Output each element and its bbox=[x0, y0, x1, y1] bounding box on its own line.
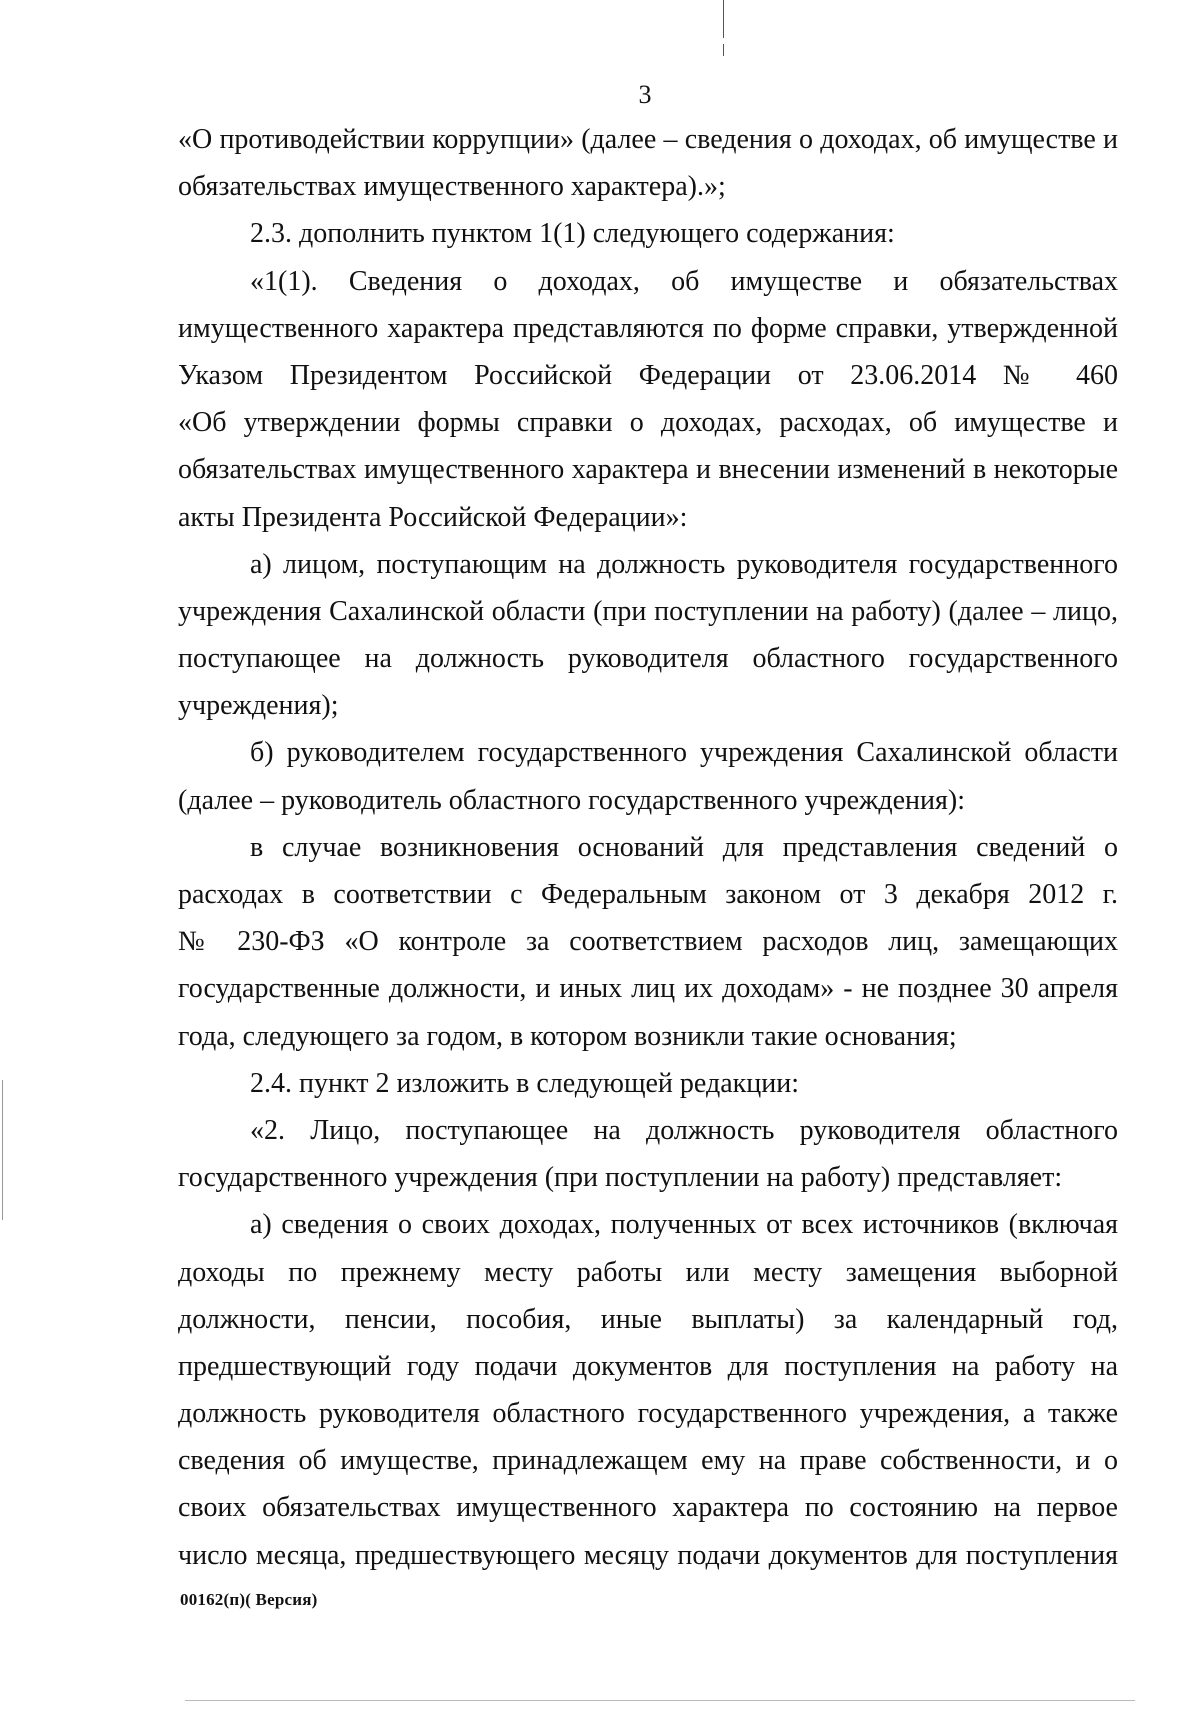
text-line: 2.3. дополнить пунктом 1(1) следующего содержания: bbox=[250, 218, 895, 250]
text-line: № 230-ФЗ «О контроле за соответствием расходов лиц, замещающих bbox=[178, 926, 1118, 958]
page-number: 3 bbox=[638, 80, 652, 109]
scan-artifact-line bbox=[723, 0, 724, 38]
document-footer-code: 00162(п)( Версия) bbox=[180, 1590, 318, 1609]
text-line: обязательствах имущественного характера).»; bbox=[178, 171, 726, 203]
text-line: своих обязательствах имущественного характера по состоянию на первое bbox=[178, 1492, 1118, 1524]
text-line: расходах в соответствии с Федеральным законом от 3 декабря 2012 г. bbox=[178, 879, 1118, 910]
scan-artifact-line bbox=[2, 1080, 3, 1220]
text-line: государственного учреждения (при поступлении на работу) представляет: bbox=[178, 1162, 1063, 1194]
text-line: поступающее на должность руководителя областного государственного bbox=[178, 643, 1118, 675]
text-line: а) лицом, поступающим на должность руководителя государственного bbox=[250, 548, 1118, 580]
text-line: «Об утверждении формы справки о доходах, расходах, об имуществе и bbox=[178, 407, 1118, 439]
text-line: акты Президента Российской Федерации»: bbox=[178, 501, 688, 533]
text-line: (далее – руководитель областного государственного учреждения): bbox=[178, 784, 965, 816]
text-line: предшествующий году подачи документов для поступления на работу на bbox=[178, 1350, 1118, 1382]
text-line: «2. Лицо, поступающее на должность руководителя областного bbox=[250, 1114, 1118, 1146]
scan-artifact-line bbox=[723, 44, 724, 56]
text-line: «О противодействии коррупции» (далее – сведения о доходах, об имуществе и bbox=[178, 124, 1118, 155]
text-line: Указом Президентом Российской Федерации от 23.06.2014 № 460 bbox=[178, 359, 1118, 391]
text-line: должность руководителя областного государственного учреждения, а также bbox=[178, 1398, 1118, 1430]
text-line: б) руководителем государственного учреждения Сахалинской области bbox=[250, 737, 1118, 769]
document-body bbox=[178, 116, 1118, 1579]
text-line: обязательствах имущественного характера и внесении изменений в некоторые bbox=[178, 454, 1118, 486]
text-line: сведения об имуществе, принадлежащем ему на праве собственности, и о bbox=[178, 1445, 1118, 1477]
text-line: должности, пенсии, пособия, иные выплаты) за календарный год, bbox=[178, 1303, 1118, 1335]
text-line: число месяца, предшествующего месяцу подачи документов для поступления bbox=[178, 1539, 1118, 1571]
text-line: а) сведения о своих доходах, полученных от всех источников (включая bbox=[250, 1209, 1118, 1241]
text-line: учреждения); bbox=[178, 690, 339, 722]
text-line: в случае возникновения оснований для представления сведений о bbox=[250, 831, 1118, 863]
text-line: года, следующего за годом, в котором возникли такие основания; bbox=[178, 1020, 957, 1052]
text-line: имущественного характера представляются по форме справки, утвержденной bbox=[178, 312, 1118, 344]
scan-artifact-line bbox=[185, 1700, 1135, 1701]
text-line: 2.4. пункт 2 изложить в следующей редакции: bbox=[250, 1067, 799, 1099]
text-line: доходы по прежнему месту работы или месту замещения выборной bbox=[178, 1256, 1118, 1288]
text-line: «1(1). Сведения о доходах, об имуществе и обязательствах bbox=[250, 265, 1118, 297]
text-line: государственные должности, и иных лиц их доходам» - не позднее 30 апреля bbox=[178, 973, 1118, 1005]
text-line: учреждения Сахалинской области (при поступлении на работу) (далее – лицо, bbox=[178, 595, 1118, 627]
